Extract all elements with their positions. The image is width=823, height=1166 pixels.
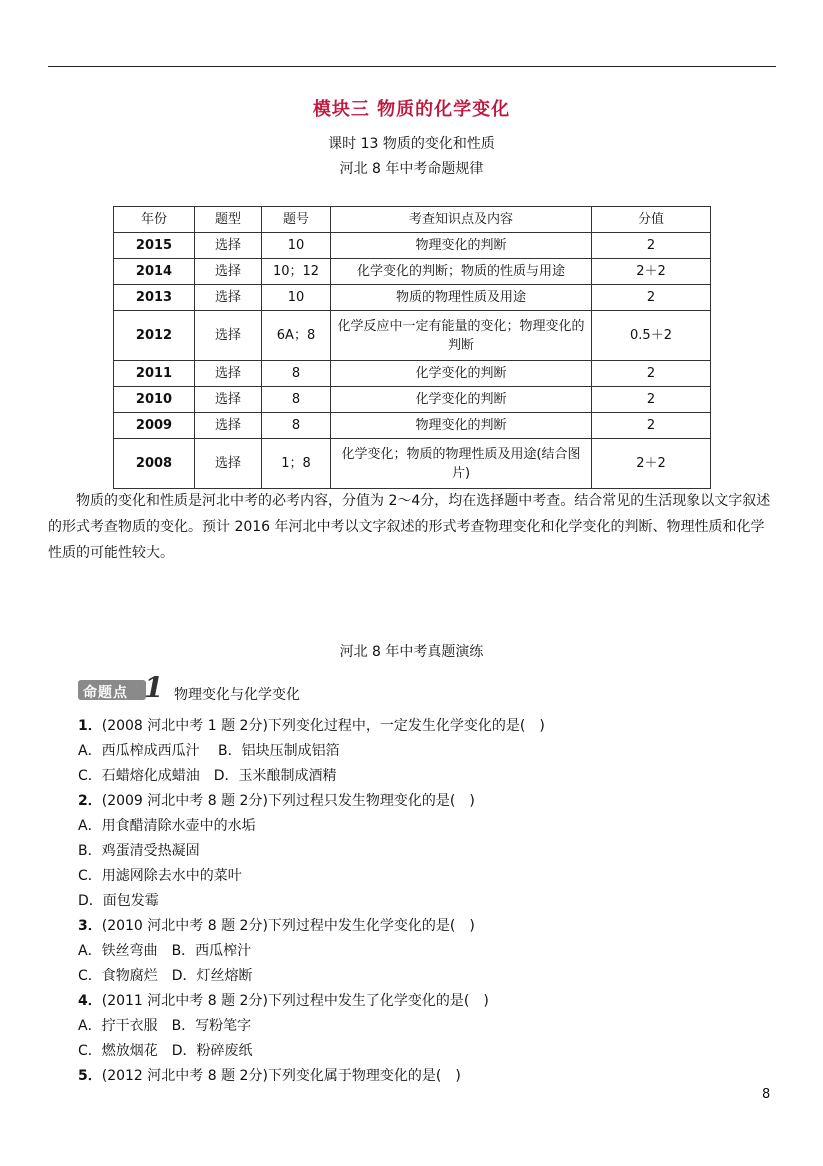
topic-title: 物理变化与化学变化 bbox=[174, 687, 300, 703]
cell-num: 8 bbox=[262, 361, 331, 387]
cell-year: 2012 bbox=[114, 311, 195, 361]
question-number: 1． bbox=[78, 718, 102, 734]
question-5-stem bbox=[78, 1065, 461, 1085]
cell-type: 选择 bbox=[195, 311, 262, 361]
table-row bbox=[114, 439, 711, 489]
cell-year: 2011 bbox=[114, 361, 195, 387]
cell-content: 化学变化的判断；物质的性质与用途 bbox=[331, 259, 592, 285]
question-text: (2008 河北中考 1 题 2分)下列变化过程中，一定发生化学变化的是( ) bbox=[101, 718, 545, 734]
question-text: (2010 河北中考 8 题 2分)下列过程中发生化学变化的是( ) bbox=[101, 918, 475, 934]
table-row bbox=[114, 233, 711, 259]
cell-num: 1；8 bbox=[262, 439, 331, 489]
question-option: A．拧干衣服 B．写粉笔字 bbox=[78, 1018, 252, 1034]
question-number: 3． bbox=[78, 918, 102, 934]
cell-year: 2009 bbox=[114, 413, 195, 439]
cell-num: 6A；8 bbox=[262, 311, 331, 361]
cell-year: 2015 bbox=[114, 233, 195, 259]
table-row bbox=[114, 311, 711, 361]
cell-num: 10 bbox=[262, 285, 331, 311]
question-text: (2009 河北中考 8 题 2分)下列过程只发生物理变化的是( ) bbox=[101, 793, 475, 809]
cell-content: 物理变化的判断 bbox=[331, 233, 592, 259]
table-row bbox=[114, 361, 711, 387]
summary-paragraph: 物质的变化和性质是河北中考的必考内容，分值为 2～4分，均在选择题中考查。结合常见的生活现象以文字叙述的形式考查物质的变化。预计 2016 年河北中考以文字叙述的形式考查物理变化和化学变化的判断、物理性质和化学性质的可能性较大。 bbox=[48, 493, 771, 561]
table-row bbox=[114, 285, 711, 311]
cell-num: 10；12 bbox=[262, 259, 331, 285]
cell-type: 选择 bbox=[195, 233, 262, 259]
question-option: A．铁丝弯曲 B．西瓜榨汁 bbox=[78, 943, 252, 959]
cell-year: 2010 bbox=[114, 387, 195, 413]
topic-badge bbox=[78, 671, 166, 704]
header-content: 考查知识点及内容 bbox=[331, 207, 592, 233]
header-year: 年份 bbox=[114, 207, 195, 233]
header-score: 分值 bbox=[592, 207, 711, 233]
cell-type: 选择 bbox=[195, 285, 262, 311]
question-option: D．面包发霉 bbox=[78, 893, 159, 909]
question-3-stem bbox=[78, 915, 475, 935]
page-number: 8 bbox=[762, 1087, 771, 1102]
cell-score: 2 bbox=[592, 387, 711, 413]
question-number: 5． bbox=[78, 1068, 102, 1084]
section-subtitle: 河北 8 年中考命题规律 bbox=[339, 161, 484, 177]
cell-num: 10 bbox=[262, 233, 331, 259]
cell-content: 化学变化的判断 bbox=[331, 387, 592, 413]
question-option: C．用滤网除去水中的菜叶 bbox=[78, 868, 242, 884]
cell-score: 2＋2 bbox=[592, 439, 711, 489]
cell-score: 2 bbox=[592, 361, 711, 387]
practice-section-title: 河北 8 年中考真题演练 bbox=[339, 644, 484, 660]
question-option: A．用食醋清除水壶中的水垢 bbox=[78, 818, 256, 834]
cell-score: 2 bbox=[592, 413, 711, 439]
cell-year: 2014 bbox=[114, 259, 195, 285]
question-text: (2011 河北中考 8 题 2分)下列过程中发生了化学变化的是( ) bbox=[101, 993, 489, 1009]
question-option: C．燃放烟花 D．粉碎废纸 bbox=[78, 1043, 253, 1059]
question-option: B．鸡蛋清受热凝固 bbox=[78, 843, 200, 859]
cell-num: 8 bbox=[262, 413, 331, 439]
badge-number: 1 bbox=[144, 671, 164, 704]
question-4-stem bbox=[78, 990, 489, 1010]
cell-content: 化学变化；物质的物理性质及用途(结合图片) bbox=[331, 439, 592, 489]
question-number: 2． bbox=[78, 793, 102, 809]
cell-type: 选择 bbox=[195, 361, 262, 387]
cell-year: 2008 bbox=[114, 439, 195, 489]
cell-type: 选择 bbox=[195, 259, 262, 285]
cell-year: 2013 bbox=[114, 285, 195, 311]
question-option: C．食物腐烂 D．灯丝熔断 bbox=[78, 968, 253, 984]
cell-score: 2＋2 bbox=[592, 259, 711, 285]
table-row bbox=[114, 413, 711, 439]
cell-type: 选择 bbox=[195, 387, 262, 413]
cell-score: 0.5＋2 bbox=[592, 311, 711, 361]
cell-type: 选择 bbox=[195, 413, 262, 439]
question-option: C．石蜡熔化成蜡油 D．玉米酿制成酒精 bbox=[78, 768, 337, 784]
cell-score: 2 bbox=[592, 285, 711, 311]
header-rule bbox=[48, 66, 776, 67]
badge-label: 命题点 bbox=[83, 685, 128, 701]
module-title: 模块三 物质的化学变化 bbox=[312, 99, 511, 120]
question-text: (2012 河北中考 8 题 2分)下列变化属于物理变化的是( ) bbox=[101, 1068, 461, 1084]
table-row bbox=[114, 259, 711, 285]
exam-pattern-table bbox=[113, 206, 711, 489]
table-row bbox=[114, 387, 711, 413]
cell-content: 化学反应中一定有能量的变化；物理变化的判断 bbox=[331, 311, 592, 361]
cell-content: 化学变化的判断 bbox=[331, 361, 592, 387]
question-number: 4． bbox=[78, 993, 102, 1009]
question-2-stem bbox=[78, 790, 475, 810]
header-type: 题型 bbox=[195, 207, 262, 233]
cell-score: 2 bbox=[592, 233, 711, 259]
cell-num: 8 bbox=[262, 387, 331, 413]
header-num: 题号 bbox=[262, 207, 331, 233]
question-option: A．西瓜榨成西瓜汁 B．铝块压制成铝箔 bbox=[78, 743, 340, 759]
cell-type: 选择 bbox=[195, 439, 262, 489]
cell-content: 物质的物理性质及用途 bbox=[331, 285, 592, 311]
question-1-stem bbox=[78, 715, 545, 735]
lesson-title: 课时 13 物质的变化和性质 bbox=[328, 136, 495, 152]
cell-content: 物理变化的判断 bbox=[331, 413, 592, 439]
